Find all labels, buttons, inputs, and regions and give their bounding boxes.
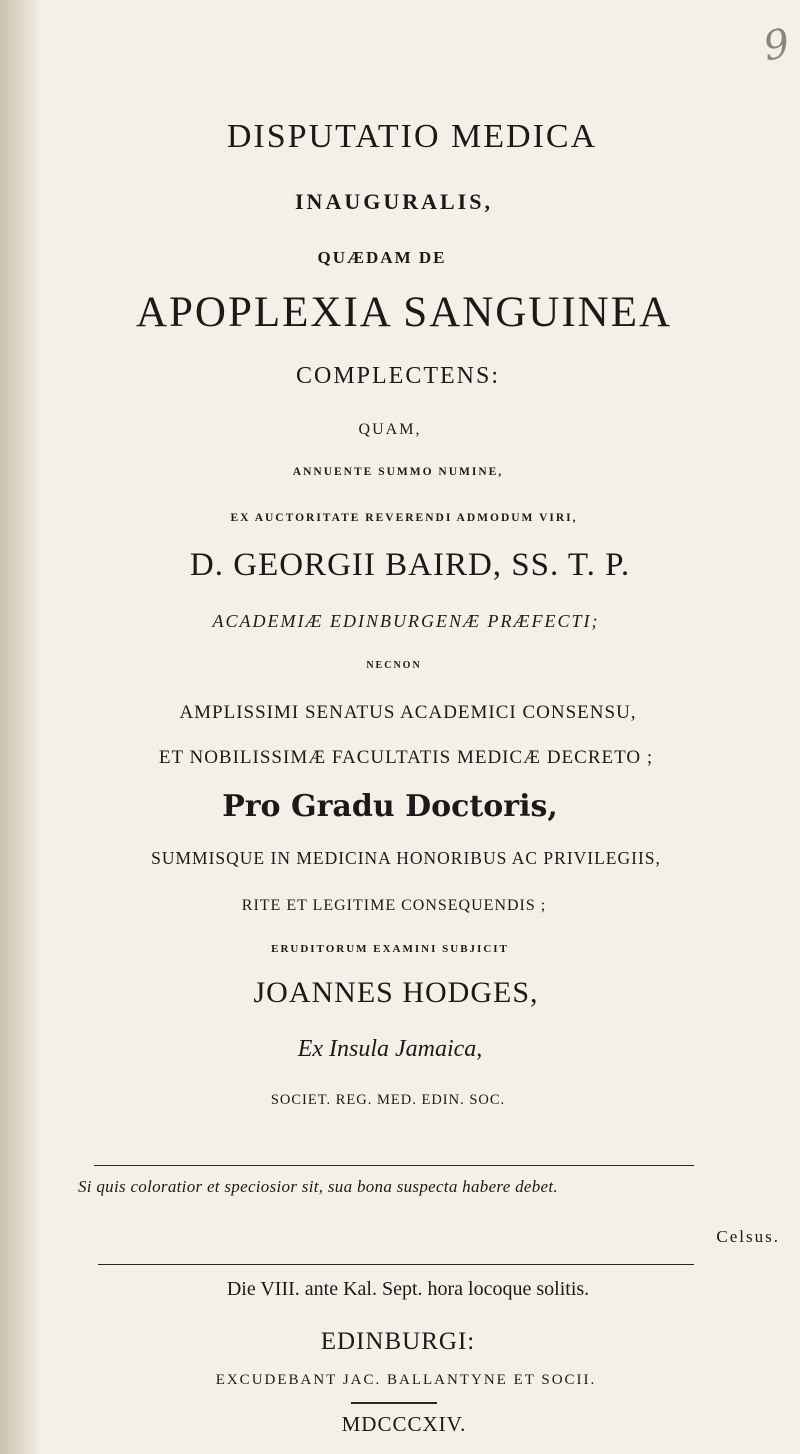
imprint-printer: EXCUDEBANT JAC. BALLANTYNE ET SOCII. [215,1372,597,1388]
page-binding-shadow [0,0,42,1454]
line-quam: QUAM, [358,421,422,438]
line-annuente: ANNUENTE SUMMO NUMINE, [292,466,504,478]
line-necnon: NECNON [366,660,422,671]
line-pro-gradu: Pro Gradu Doctoris, [222,789,558,824]
author-name: JOANNES HODGES, [253,976,539,1009]
author-origin: Ex Insula Jamaica, [297,1036,483,1062]
line-summisque: SUMMISQUE IN MEDICINA HONORIBUS AC PRIVILEGIIS, [151,848,661,868]
line-rite: RITE ET LEGITIME CONSEQUENDIS ; [241,897,547,914]
thesis-subject: APOPLEXIA SANGUINEA [135,289,673,336]
divider-rule-bottom [98,1264,694,1265]
heading-complectens: COMPLECTENS: [295,363,501,389]
heading-disputatio: DISPUTATIO MEDICA [226,118,598,155]
epigraph-source: Celsus. [716,1227,780,1246]
imprint-year: MDCCCXIV. [341,1412,467,1436]
imprint-place: EDINBURGI: [320,1328,476,1355]
heading-quaedam: QUÆDAM DE [317,248,447,267]
line-nobilissimae: ET NOBILISSIMÆ FACULTATIS MEDICÆ DECRETO ; [158,747,654,768]
line-amplissimi: AMPLISSIMI SENATUS ACADEMICI CONSENSU, [179,702,637,723]
line-academiae: ACADEMIÆ EDINBURGENÆ PRÆFECTI; [212,611,600,631]
defense-date: Die VIII. ante Kal. Sept. hora locoque solitis. [226,1278,590,1300]
divider-rule-short [351,1402,437,1404]
rector-name: D. GEORGII BAIRD, SS. T. P. [189,547,631,583]
author-society: SOCIET. REG. MED. EDIN. SOC. [270,1092,506,1108]
epigraph-quote: Si quis coloratior et speciosior sit, sua bona suspecta habere debet. [78,1177,558,1196]
line-ex-auctoritate: EX AUCTORITATE REVERENDI ADMODUM VIRI, [230,512,578,524]
page-number-mark: 9 [760,20,794,71]
divider-rule-top [94,1165,694,1166]
line-eruditorum: ERUDITORUM EXAMINI SUBJICIT [271,943,509,955]
heading-inauguralis: INAUGURALIS, [295,189,493,214]
